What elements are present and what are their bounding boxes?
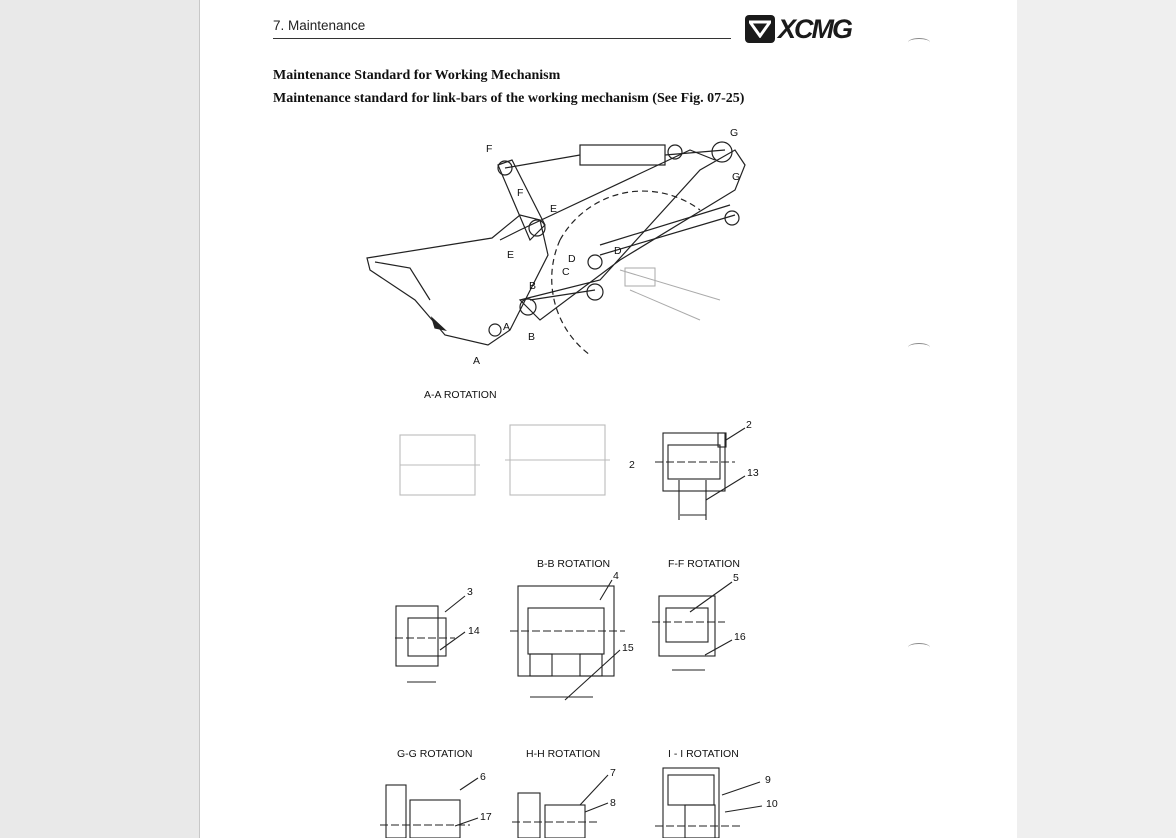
callout-2: 2 bbox=[746, 419, 752, 431]
pin-c bbox=[587, 284, 603, 300]
cylinder-rod bbox=[505, 155, 580, 168]
logo-text: XCMG bbox=[778, 13, 851, 44]
label-b-bottom: B bbox=[528, 331, 536, 343]
label-d-right: D bbox=[614, 245, 622, 257]
pin-g bbox=[712, 142, 732, 162]
faded-section-row bbox=[400, 425, 610, 495]
callout-2-faded: 2 bbox=[629, 459, 635, 471]
section-detail-13 bbox=[655, 428, 745, 520]
callout-14: 14 bbox=[468, 625, 480, 637]
callout-3: 3 bbox=[467, 586, 473, 598]
callout-16: 16 bbox=[734, 631, 746, 643]
rotation-ff-title: F-F ROTATION bbox=[668, 558, 740, 570]
label-g-top: G bbox=[730, 127, 739, 139]
label-a-bottom: A bbox=[473, 355, 481, 367]
section-header: 7. Maintenance bbox=[273, 18, 366, 33]
callout-15: 15 bbox=[622, 642, 634, 654]
rotation-bb-title: B-B ROTATION bbox=[537, 558, 611, 570]
callout-9: 9 bbox=[765, 774, 771, 786]
rotation-aa-title: A-A ROTATION bbox=[424, 389, 497, 401]
pin-b bbox=[520, 299, 536, 315]
callout-13: 13 bbox=[747, 467, 759, 479]
label-d-left: D bbox=[568, 253, 576, 265]
bucket-lip bbox=[375, 262, 430, 300]
callout-7: 7 bbox=[610, 767, 616, 779]
section-detail-17 bbox=[380, 778, 478, 838]
lift-link-edge bbox=[600, 205, 730, 245]
label-f-bottom: F bbox=[517, 187, 524, 199]
section-detail-10 bbox=[655, 768, 762, 838]
section-detail-16 bbox=[652, 582, 732, 670]
callout-6: 6 bbox=[480, 771, 486, 783]
section-detail-8 bbox=[512, 775, 608, 838]
label-c: C bbox=[562, 266, 570, 278]
label-f-top: F bbox=[486, 143, 493, 155]
tilt-cylinder bbox=[580, 145, 665, 165]
callout-4: 4 bbox=[613, 570, 619, 582]
label-a-right: A bbox=[503, 321, 511, 333]
label-g-bottom: G bbox=[732, 171, 741, 183]
faded-detail bbox=[620, 268, 720, 320]
pin-a bbox=[489, 324, 501, 336]
rotation-gg-title: G-G ROTATION bbox=[397, 748, 473, 760]
swing-arc bbox=[560, 191, 700, 240]
label-b-top: B bbox=[529, 280, 537, 292]
callout-10: 10 bbox=[766, 798, 778, 810]
sub-title: Maintenance standard for link-bars of the working mechanism (See Fig. 07-25) bbox=[273, 91, 745, 106]
bucket-outline bbox=[367, 215, 548, 345]
callout-8: 8 bbox=[610, 797, 616, 809]
section-detail-14 bbox=[395, 596, 465, 682]
callout-5: 5 bbox=[733, 572, 739, 584]
pin-h bbox=[725, 211, 739, 225]
bucket-tooth bbox=[432, 318, 445, 330]
cylinder-link bbox=[665, 150, 725, 155]
main-title: Maintenance Standard for Working Mechanism bbox=[273, 68, 561, 83]
pin-d bbox=[588, 255, 602, 269]
rotation-hh-title: H-H ROTATION bbox=[526, 748, 601, 760]
section-detail-15 bbox=[510, 580, 625, 700]
label-e-left: E bbox=[507, 249, 515, 261]
rotation-ii-title: I - I ROTATION bbox=[668, 748, 739, 760]
callout-17: 17 bbox=[480, 811, 492, 823]
label-e-right: E bbox=[550, 203, 558, 215]
